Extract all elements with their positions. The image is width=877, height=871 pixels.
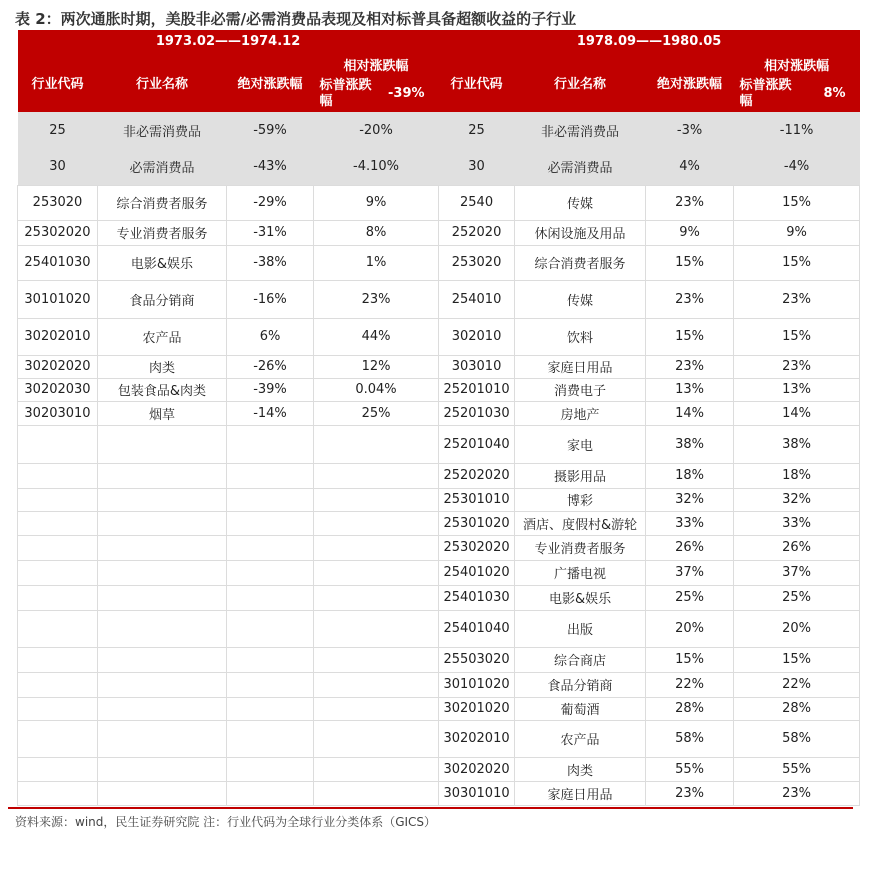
cell-rel <box>314 425 439 463</box>
cell-abs: 55% <box>646 757 734 781</box>
cell-abs: -59% <box>227 112 314 148</box>
cell-abs <box>227 511 314 535</box>
table-row <box>18 488 860 511</box>
sp-value: -39% <box>388 85 425 101</box>
table-row <box>18 697 860 720</box>
cell-rel: 55% <box>734 757 860 781</box>
cell-name: 肉类 <box>515 757 646 781</box>
cell-rel: 0.04% <box>314 378 439 401</box>
cell-name: 专业消费者服务 <box>98 220 227 245</box>
cell-name: 家庭日用品 <box>515 781 646 805</box>
cell-rel <box>314 697 439 720</box>
cell-abs: 9% <box>646 220 734 245</box>
cell-rel <box>314 488 439 511</box>
cell-code: 30101020 <box>439 672 515 697</box>
cell-rel: 13% <box>734 378 860 401</box>
table-row <box>18 647 860 672</box>
cell-rel: 15% <box>734 185 860 220</box>
cell-rel: 23% <box>314 280 439 318</box>
cell-name: 广播电视 <box>515 560 646 585</box>
cell-abs: -26% <box>227 355 314 378</box>
cell-name <box>98 610 227 647</box>
cell-abs: 33% <box>646 511 734 535</box>
col-code: 行业代码 <box>439 52 515 112</box>
cell-abs: 23% <box>646 280 734 318</box>
cell-rel: 20% <box>734 610 860 647</box>
table-row <box>18 185 860 220</box>
cell-code <box>18 610 98 647</box>
table-row <box>18 757 860 781</box>
table-row <box>18 280 860 318</box>
cell-rel: -4% <box>734 148 860 185</box>
cell-abs: 20% <box>646 610 734 647</box>
cell-code: 25401040 <box>439 610 515 647</box>
cell-name <box>98 697 227 720</box>
cell-code: 30203010 <box>18 401 98 425</box>
cell-rel: 38% <box>734 425 860 463</box>
cell-abs <box>227 672 314 697</box>
cell-code <box>18 425 98 463</box>
cell-name <box>98 535 227 560</box>
cell-name: 烟草 <box>98 401 227 425</box>
cell-rel <box>314 781 439 805</box>
cell-name <box>98 488 227 511</box>
cell-abs: 23% <box>646 781 734 805</box>
cell-abs <box>227 757 314 781</box>
cell-code: 25 <box>439 112 515 148</box>
cell-rel: 15% <box>734 647 860 672</box>
cell-code: 25302020 <box>18 220 98 245</box>
cell-abs: 15% <box>646 245 734 280</box>
cell-abs: 25% <box>646 585 734 610</box>
period-2-header: 1978.09——1980.05 <box>439 30 860 52</box>
cell-abs <box>227 781 314 805</box>
cell-name: 传媒 <box>515 185 646 220</box>
cell-rel <box>314 535 439 560</box>
cell-name: 传媒 <box>515 280 646 318</box>
cell-abs: -14% <box>227 401 314 425</box>
cell-code: 25202020 <box>439 463 515 488</box>
cell-abs: 23% <box>646 355 734 378</box>
table-row <box>18 378 860 401</box>
cell-name: 农产品 <box>515 720 646 757</box>
cell-rel <box>314 647 439 672</box>
col-abs: 绝对涨跌幅 <box>646 52 734 112</box>
cell-name <box>98 585 227 610</box>
cell-code <box>18 463 98 488</box>
table-row <box>18 463 860 488</box>
cell-code: 253020 <box>18 185 98 220</box>
cell-rel: 32% <box>734 488 860 511</box>
cell-rel: 1% <box>314 245 439 280</box>
cell-code <box>18 672 98 697</box>
cell-name: 非必需消费品 <box>515 112 646 148</box>
cell-name: 综合商店 <box>515 647 646 672</box>
cell-name <box>98 560 227 585</box>
cell-code: 30202010 <box>439 720 515 757</box>
table-title: 表 2：两次通胀时期，美股非必需/必需消费品表现及相对标普具备超额收益的子行业 <box>15 10 577 28</box>
cell-abs <box>227 463 314 488</box>
cell-code <box>18 781 98 805</box>
cell-code: 25301020 <box>439 511 515 535</box>
cell-name: 食品分销商 <box>515 672 646 697</box>
cell-name: 肉类 <box>98 355 227 378</box>
cell-name: 休闲设施及用品 <box>515 220 646 245</box>
cell-rel <box>314 511 439 535</box>
cell-code <box>18 647 98 672</box>
col-abs: 绝对涨跌幅 <box>227 52 314 112</box>
divider <box>8 807 853 809</box>
cell-code: 30201020 <box>439 697 515 720</box>
cell-abs: -16% <box>227 280 314 318</box>
cell-rel: 23% <box>734 280 860 318</box>
cell-rel <box>314 463 439 488</box>
cell-rel: -20% <box>314 112 439 148</box>
cell-rel: 37% <box>734 560 860 585</box>
cell-rel: 23% <box>734 355 860 378</box>
table-row <box>18 535 860 560</box>
cell-code: 25401030 <box>18 245 98 280</box>
cell-abs <box>227 720 314 757</box>
cell-code <box>18 585 98 610</box>
cell-rel: 25% <box>314 401 439 425</box>
period-1-header: 1973.02——1974.12 <box>18 30 439 52</box>
cell-abs: 26% <box>646 535 734 560</box>
cell-name: 电影&娱乐 <box>515 585 646 610</box>
cell-rel <box>314 672 439 697</box>
sp-value: 8% <box>823 85 846 101</box>
cell-abs: 6% <box>227 318 314 355</box>
cell-name: 电影&娱乐 <box>98 245 227 280</box>
cell-code: 30 <box>18 148 98 185</box>
cell-name: 饮料 <box>515 318 646 355</box>
cell-abs: 23% <box>646 185 734 220</box>
cell-code <box>18 560 98 585</box>
cell-name: 包装食品&肉类 <box>98 378 227 401</box>
col-name: 行业名称 <box>515 52 646 112</box>
cell-code <box>18 511 98 535</box>
cell-code: 25 <box>18 112 98 148</box>
cell-abs <box>227 560 314 585</box>
cell-name: 必需消费品 <box>515 148 646 185</box>
cell-code: 30101020 <box>18 280 98 318</box>
cell-code: 30 <box>439 148 515 185</box>
cell-name <box>98 720 227 757</box>
cell-name: 必需消费品 <box>98 148 227 185</box>
cell-rel: 14% <box>734 401 860 425</box>
cell-code <box>18 757 98 781</box>
col-rel <box>734 52 860 112</box>
cell-code: 253020 <box>439 245 515 280</box>
table-row <box>18 511 860 535</box>
cell-abs: 18% <box>646 463 734 488</box>
cell-name <box>98 425 227 463</box>
table-row <box>18 425 860 463</box>
cell-rel: 25% <box>734 585 860 610</box>
table-row <box>18 781 860 805</box>
cell-abs <box>227 535 314 560</box>
cell-name: 农产品 <box>98 318 227 355</box>
summary-row <box>18 112 860 148</box>
sp-label: 标普涨跌幅 <box>319 77 372 109</box>
cell-code: 30202010 <box>18 318 98 355</box>
cell-code: 254010 <box>439 280 515 318</box>
cell-code: 30202020 <box>18 355 98 378</box>
cell-abs: -39% <box>227 378 314 401</box>
rel-label: 相对涨跌幅 <box>764 58 830 74</box>
cell-code: 2540 <box>439 185 515 220</box>
cell-code: 30301010 <box>439 781 515 805</box>
cell-name <box>98 781 227 805</box>
rel-label: 相对涨跌幅 <box>343 58 409 74</box>
cell-abs: 15% <box>646 318 734 355</box>
cell-abs: 13% <box>646 378 734 401</box>
cell-name: 消费电子 <box>515 378 646 401</box>
cell-abs: -29% <box>227 185 314 220</box>
cell-abs: 22% <box>646 672 734 697</box>
consumer-sector-table <box>17 30 860 806</box>
cell-abs: 4% <box>646 148 734 185</box>
table-row <box>18 245 860 280</box>
sp-label: 标普涨跌幅 <box>739 77 792 109</box>
cell-rel <box>314 610 439 647</box>
cell-rel: 18% <box>734 463 860 488</box>
cell-name: 出版 <box>515 610 646 647</box>
cell-code <box>18 488 98 511</box>
cell-rel: 28% <box>734 697 860 720</box>
cell-rel: 22% <box>734 672 860 697</box>
cell-abs: 38% <box>646 425 734 463</box>
cell-rel: 8% <box>314 220 439 245</box>
cell-code: 25401020 <box>439 560 515 585</box>
cell-name <box>98 647 227 672</box>
cell-rel <box>314 560 439 585</box>
table-row <box>18 318 860 355</box>
cell-abs: -3% <box>646 112 734 148</box>
cell-abs: 28% <box>646 697 734 720</box>
cell-abs: 14% <box>646 401 734 425</box>
cell-name <box>98 757 227 781</box>
cell-rel <box>314 585 439 610</box>
cell-rel: 44% <box>314 318 439 355</box>
cell-name: 博彩 <box>515 488 646 511</box>
cell-abs: -31% <box>227 220 314 245</box>
cell-code: 25401030 <box>439 585 515 610</box>
cell-abs <box>227 585 314 610</box>
col-rel <box>314 52 439 112</box>
cell-name: 家庭日用品 <box>515 355 646 378</box>
cell-code: 25301010 <box>439 488 515 511</box>
cell-code: 30202020 <box>439 757 515 781</box>
cell-code <box>18 697 98 720</box>
cell-name: 房地产 <box>515 401 646 425</box>
cell-abs <box>227 610 314 647</box>
table-row <box>18 401 860 425</box>
table-row <box>18 585 860 610</box>
cell-name: 酒店、度假村&游轮 <box>515 511 646 535</box>
cell-abs: 32% <box>646 488 734 511</box>
cell-rel: 12% <box>314 355 439 378</box>
cell-rel: 15% <box>734 245 860 280</box>
cell-abs <box>227 647 314 672</box>
cell-code: 303010 <box>439 355 515 378</box>
cell-name <box>98 672 227 697</box>
cell-abs: -43% <box>227 148 314 185</box>
cell-code: 25201030 <box>439 401 515 425</box>
cell-rel: -4.10% <box>314 148 439 185</box>
table-row <box>18 220 860 245</box>
cell-rel: 15% <box>734 318 860 355</box>
cell-name <box>98 463 227 488</box>
cell-abs: 58% <box>646 720 734 757</box>
cell-rel: 9% <box>734 220 860 245</box>
cell-code: 25201010 <box>439 378 515 401</box>
cell-name: 综合消费者服务 <box>515 245 646 280</box>
cell-rel: 9% <box>314 185 439 220</box>
cell-code: 25302020 <box>439 535 515 560</box>
cell-abs: 15% <box>646 647 734 672</box>
cell-rel <box>314 757 439 781</box>
cell-code <box>18 535 98 560</box>
cell-code: 25201040 <box>439 425 515 463</box>
cell-name: 非必需消费品 <box>98 112 227 148</box>
cell-rel <box>314 720 439 757</box>
cell-abs <box>227 488 314 511</box>
cell-code: 302010 <box>439 318 515 355</box>
cell-rel: 26% <box>734 535 860 560</box>
cell-name: 葡萄酒 <box>515 697 646 720</box>
cell-code: 252020 <box>439 220 515 245</box>
table-row <box>18 355 860 378</box>
cell-code: 30202030 <box>18 378 98 401</box>
cell-name: 家电 <box>515 425 646 463</box>
cell-abs: 37% <box>646 560 734 585</box>
cell-rel: 33% <box>734 511 860 535</box>
cell-code <box>18 720 98 757</box>
cell-abs <box>227 697 314 720</box>
col-code: 行业代码 <box>18 52 98 112</box>
cell-name: 摄影用品 <box>515 463 646 488</box>
source-note: 资料来源：wind，民生证券研究院 注：行业代码为全球行业分类体系（GICS） <box>15 815 437 829</box>
cell-code: 25503020 <box>439 647 515 672</box>
cell-name <box>98 511 227 535</box>
cell-name: 食品分销商 <box>98 280 227 318</box>
cell-abs <box>227 425 314 463</box>
table-row <box>18 720 860 757</box>
table-row <box>18 560 860 585</box>
summary-row <box>18 148 860 185</box>
col-name: 行业名称 <box>98 52 227 112</box>
cell-abs: -38% <box>227 245 314 280</box>
cell-name: 综合消费者服务 <box>98 185 227 220</box>
table-row <box>18 610 860 647</box>
cell-name: 专业消费者服务 <box>515 535 646 560</box>
table-row <box>18 672 860 697</box>
cell-rel: 58% <box>734 720 860 757</box>
cell-rel: -11% <box>734 112 860 148</box>
cell-rel: 23% <box>734 781 860 805</box>
